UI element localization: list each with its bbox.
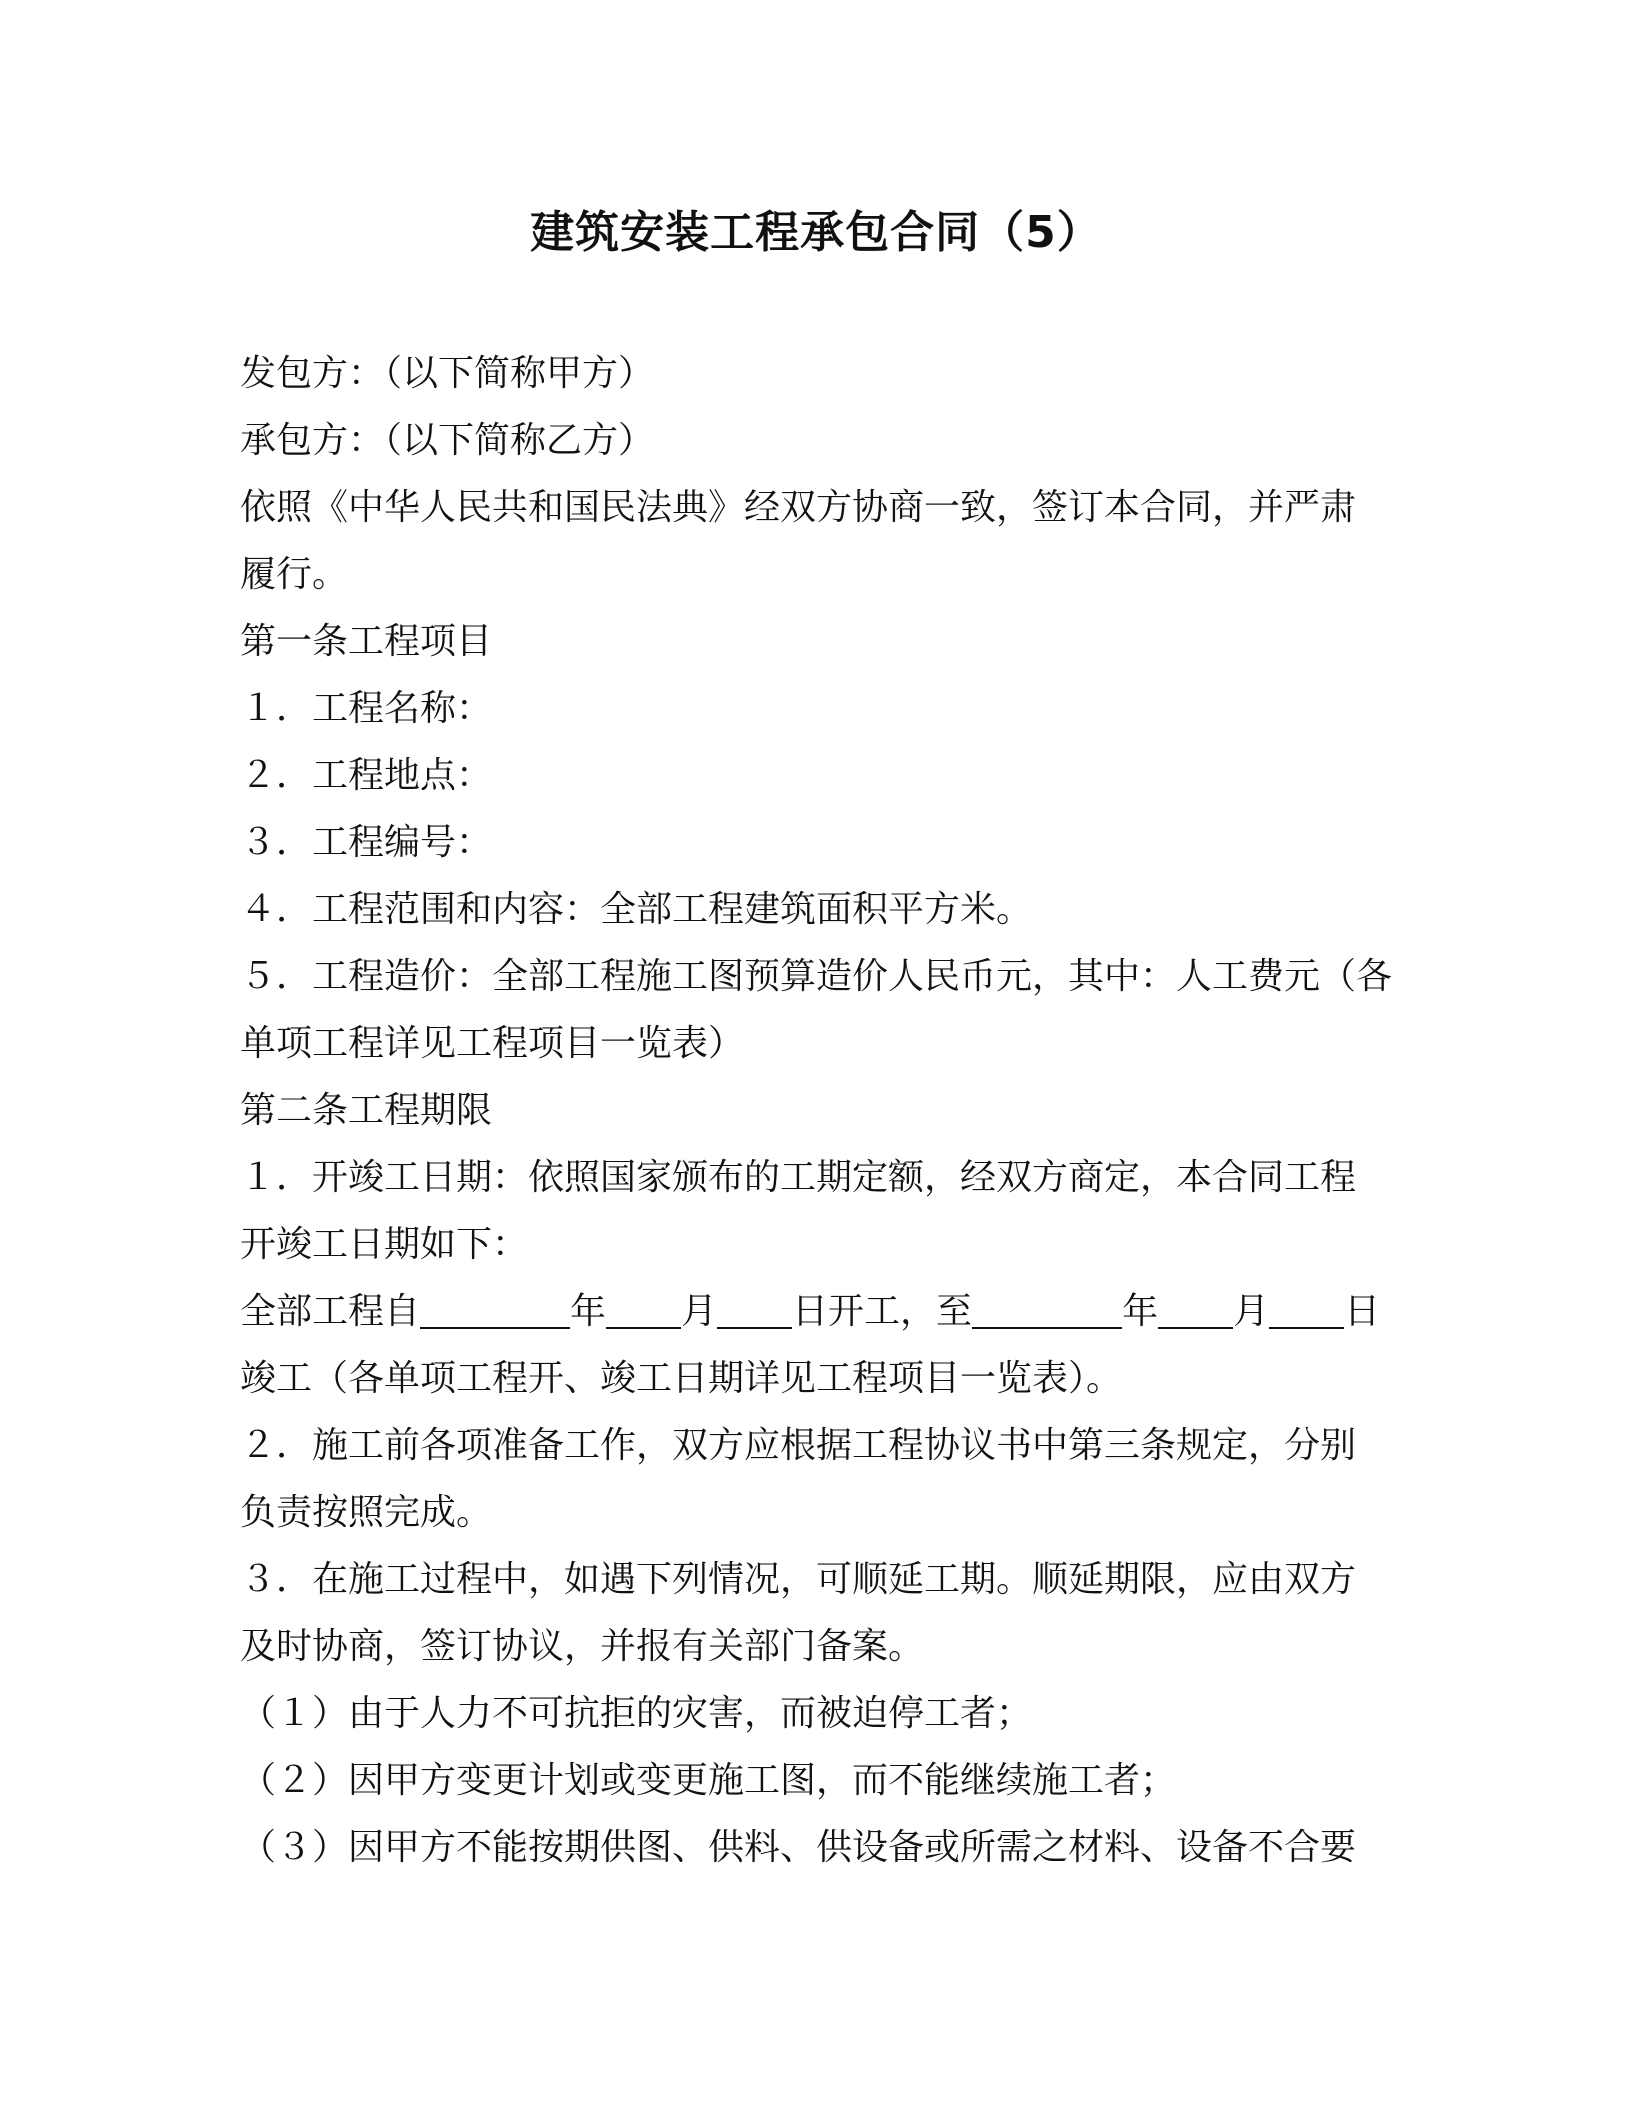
list-item: （３）因甲方不能按期供图、供料、供设备或所需之材料、设备不合要 [240, 1827, 1357, 1868]
month-label: 月 [1233, 1291, 1270, 1332]
year-label: 年 [1122, 1291, 1159, 1332]
text-line: ３．在施工过程中，如遇下列情况，可顺延工期。顺延期限，应由双方 [240, 1559, 1357, 1600]
blank-field-start-month[interactable] [606, 1287, 681, 1329]
text-line: １．工程名称： [240, 688, 493, 729]
blank-field-end-month[interactable] [1158, 1287, 1233, 1329]
blank-field-end-year[interactable] [972, 1287, 1122, 1329]
date-fill-line [240, 1278, 1380, 1345]
list-item: （１）由于人力不可抗拒的灾害，而被迫停工者； [240, 1693, 1033, 1734]
month-label: 月 [681, 1291, 718, 1332]
day-end-label: 日 [1344, 1291, 1381, 1332]
blank-field-end-day[interactable] [1269, 1287, 1344, 1329]
blank-field-start-day[interactable] [717, 1287, 792, 1329]
blank-field-start-year[interactable] [420, 1287, 570, 1329]
text-line: 开竣工日期如下： [240, 1224, 529, 1265]
document-body [240, 340, 1393, 1881]
section-heading: 第二条工程期限 [240, 1090, 493, 1131]
document-title: 建筑安装工程承包合同（5） [530, 207, 1102, 258]
year-label: 年 [570, 1291, 607, 1332]
section-heading: 第一条工程项目 [240, 621, 493, 662]
text-line: 及时协商，签订协议，并报有关部门备案。 [240, 1626, 925, 1667]
text-line: ２．施工前各项准备工作，双方应根据工程协议书中第三条规定，分别 [240, 1425, 1357, 1466]
text-line: 依照《中华人民共和国民法典》经双方协商一致，签订本合同，并严肃 [240, 487, 1357, 528]
list-item: （２）因甲方变更计划或变更施工图，而不能继续施工者； [240, 1760, 1177, 1801]
text-line: ４．工程范围和内容：全部工程建筑面积平方米。 [240, 889, 1033, 930]
text-line: １．开竣工日期：依照国家颁布的工期定额，经双方商定，本合同工程 [240, 1157, 1357, 1198]
date-prefix: 全部工程自 [240, 1291, 421, 1332]
text-line: 竣工（各单项工程开、竣工日期详见工程项目一览表）。 [240, 1358, 1123, 1399]
text-line: ５．工程造价：全部工程施工图预算造价人民币元，其中：人工费元（各 [240, 956, 1393, 997]
text-line: 承包方：（以下简称乙方） [240, 420, 655, 461]
text-line: 单项工程详见工程项目一览表） [240, 1023, 745, 1064]
text-line: 发包方：（以下简称甲方） [240, 353, 655, 394]
day-start-label: 日开工，至 [792, 1291, 973, 1332]
text-line: 负责按照完成。 [240, 1492, 493, 1533]
text-line: 履行。 [240, 554, 349, 595]
text-line: ２．工程地点： [240, 755, 493, 796]
text-line: ３．工程编号： [240, 822, 493, 863]
